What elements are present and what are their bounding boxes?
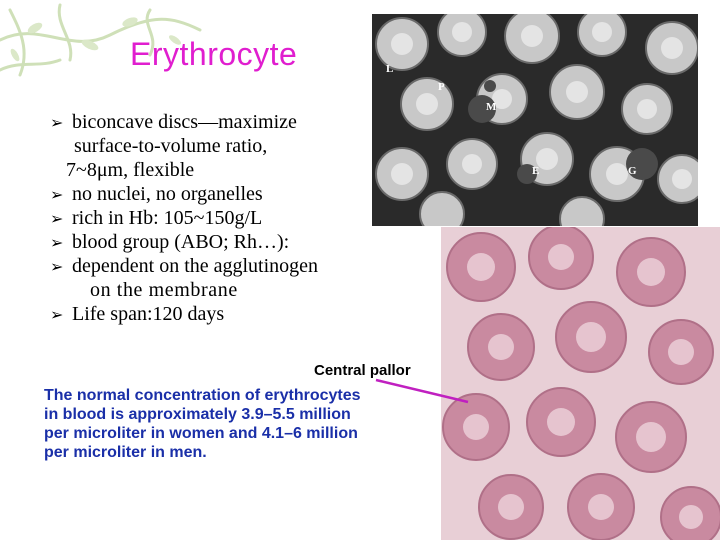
arrow-bullet-icon: ➢ <box>50 233 64 252</box>
bullet-line: rich in Hb: 105~150g/L <box>72 207 263 229</box>
bullet-item <box>50 254 390 302</box>
bullet-line: biconcave discs—maximize <box>72 111 297 133</box>
bullet-list <box>50 110 390 326</box>
micrograph-label-l: L <box>386 63 394 75</box>
bullet-line: Life span:120 days <box>72 303 225 325</box>
bullet-item <box>50 302 390 326</box>
bullet-item <box>50 110 390 182</box>
arrow-bullet-icon: ➢ <box>50 257 64 276</box>
bullet-line: blood group (ABO; Rh…): <box>72 231 290 253</box>
concentration-note: The normal concentration of erythrocytes in blood is approximately 3.9–5.5 million per microliter in women and 4.1–6 million per microliter in men. <box>44 387 361 461</box>
micrograph-label-m: M <box>486 101 497 113</box>
rbc-pink-micrograph <box>441 227 720 540</box>
bullet-line: on the membrane <box>90 279 238 301</box>
central-pallor-label: Central pallor <box>314 362 411 379</box>
arrow-bullet-icon: ➢ <box>50 305 64 324</box>
blood-smear-micrograph <box>372 14 698 226</box>
bullet-line: dependent on the agglutinogen <box>72 255 319 277</box>
bullet-line: no nuclei, no organelles <box>72 183 263 205</box>
arrow-bullet-icon: ➢ <box>50 113 64 132</box>
arrow-bullet-icon: ➢ <box>50 209 64 228</box>
bullet-line: 7~8μm, flexible <box>66 159 195 181</box>
micrograph-label-g: G <box>628 165 637 177</box>
micrograph-label-e: E <box>532 165 540 177</box>
arrow-bullet-icon: ➢ <box>50 185 64 204</box>
bullet-line: surface-to-volume ratio, <box>74 135 268 157</box>
bullet-item <box>50 182 390 206</box>
slide-title: Erythrocyte <box>130 36 298 72</box>
micrograph-label-p: P <box>438 81 445 93</box>
bullet-item <box>50 230 390 254</box>
bullet-item <box>50 206 390 230</box>
